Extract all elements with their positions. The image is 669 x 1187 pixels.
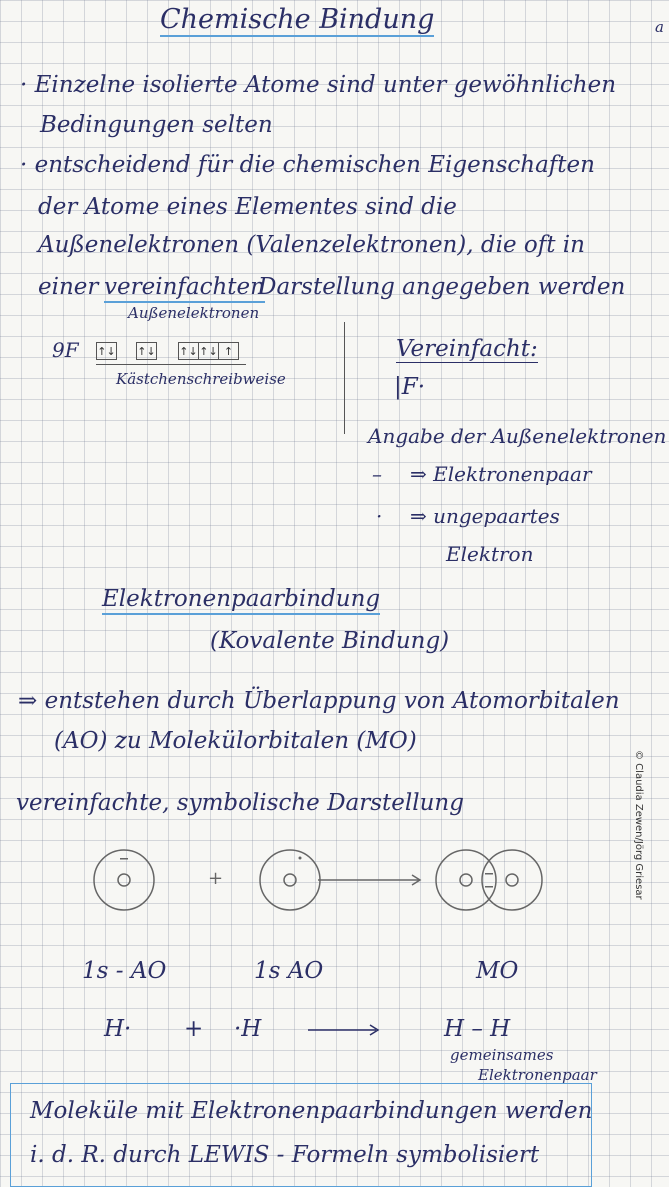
mo-nucleus-left xyxy=(460,874,472,886)
orbital-box-4: ↑↓ xyxy=(198,342,219,360)
ao-2-label: 1s AO xyxy=(254,958,324,984)
bullet-2-line-3: Außenelektronen (Valenzelektronen), die oft in xyxy=(38,232,585,258)
pair-text: ⇒ Elektronenpaar xyxy=(410,462,592,486)
ao-1-electron xyxy=(120,858,128,860)
mo-electron-top xyxy=(485,873,493,875)
box-notation-label: Kästchenschreibweise xyxy=(116,370,286,388)
fluor-lewis-symbol: |F· xyxy=(394,374,426,400)
bullet-2-line-4-a: einer xyxy=(38,274,99,300)
fluor-symbol: 9F xyxy=(52,338,79,362)
ao-1-nucleus xyxy=(118,874,130,886)
mo-circle-left xyxy=(436,850,496,910)
single-marker: · xyxy=(376,504,383,528)
lewis-right: ·H xyxy=(234,1016,262,1042)
simplified-heading: Vereinfacht: xyxy=(396,336,538,362)
ao-2-electron xyxy=(299,857,302,860)
bullet-1-line-2: Bedingungen selten xyxy=(40,112,273,138)
page-title: Chemische Bindung xyxy=(160,4,435,35)
mo-label: MO xyxy=(476,958,519,984)
section-line-3: vereinfachte, symbolische Darstellung xyxy=(16,790,464,816)
section-subheading: (Kovalente Bindung) xyxy=(210,628,450,654)
bullet-1-line-1: · Einzelne isolierte Atome sind unter gewöhnlichen xyxy=(20,72,617,98)
single-text: ⇒ ungepaartes xyxy=(410,504,560,528)
orbital-box-5: ↑ xyxy=(218,342,239,360)
shared-note-2: Elektronenpaar xyxy=(478,1066,597,1084)
lewis-left: H· xyxy=(104,1016,132,1042)
orbital-box-1: ↑↓ xyxy=(96,342,117,360)
section-line-1: ⇒ entstehen durch Überlappung von Atomorbitalen xyxy=(18,688,620,714)
legend-title: Angabe der Außenelektronen xyxy=(368,424,667,448)
summary-line-2: i. d. R. durch LEWIS - Formeln symbolisiert xyxy=(30,1142,540,1168)
corner-mark: a xyxy=(655,18,664,36)
ao-1-label: 1s - AO xyxy=(82,958,167,984)
copyright-notice: © Claudia Zewen/Jörg Griesar xyxy=(633,750,644,900)
single-text-2: Elektron xyxy=(446,542,534,566)
bullet-2-line-4-b: vereinfachten xyxy=(104,274,265,303)
bullet-2-line-1: · entscheidend für die chemischen Eigenschaften xyxy=(20,152,595,178)
pair-marker: – xyxy=(372,462,382,486)
bullet-2-line-2: der Atome eines Elementes sind die xyxy=(38,194,457,220)
mo-nucleus-right xyxy=(506,874,518,886)
lewis-plus: + xyxy=(184,1016,204,1042)
diagram-plus: + xyxy=(208,868,224,889)
section-heading: Elektronenpaarbindung xyxy=(102,586,380,615)
mo-circle-right xyxy=(482,850,542,910)
ao-2-circle xyxy=(260,850,320,910)
section-line-2: (AO) zu Molekülorbitalen (MO) xyxy=(54,728,417,754)
orbital-box-3: ↑↓ xyxy=(178,342,199,360)
mo-electron-bottom xyxy=(485,886,493,888)
summary-line-1: Moleküle mit Elektronenpaarbindungen werden xyxy=(30,1098,593,1124)
shared-note-1: gemeinsames xyxy=(450,1046,554,1064)
valence-electron-label: Außenelektronen xyxy=(128,304,260,322)
lewis-product: H – H xyxy=(444,1016,511,1042)
ao-2-nucleus xyxy=(284,874,296,886)
orbital-box-2: ↑↓ xyxy=(136,342,157,360)
bullet-2-line-4-c: Darstellung angegeben werden xyxy=(258,274,626,300)
